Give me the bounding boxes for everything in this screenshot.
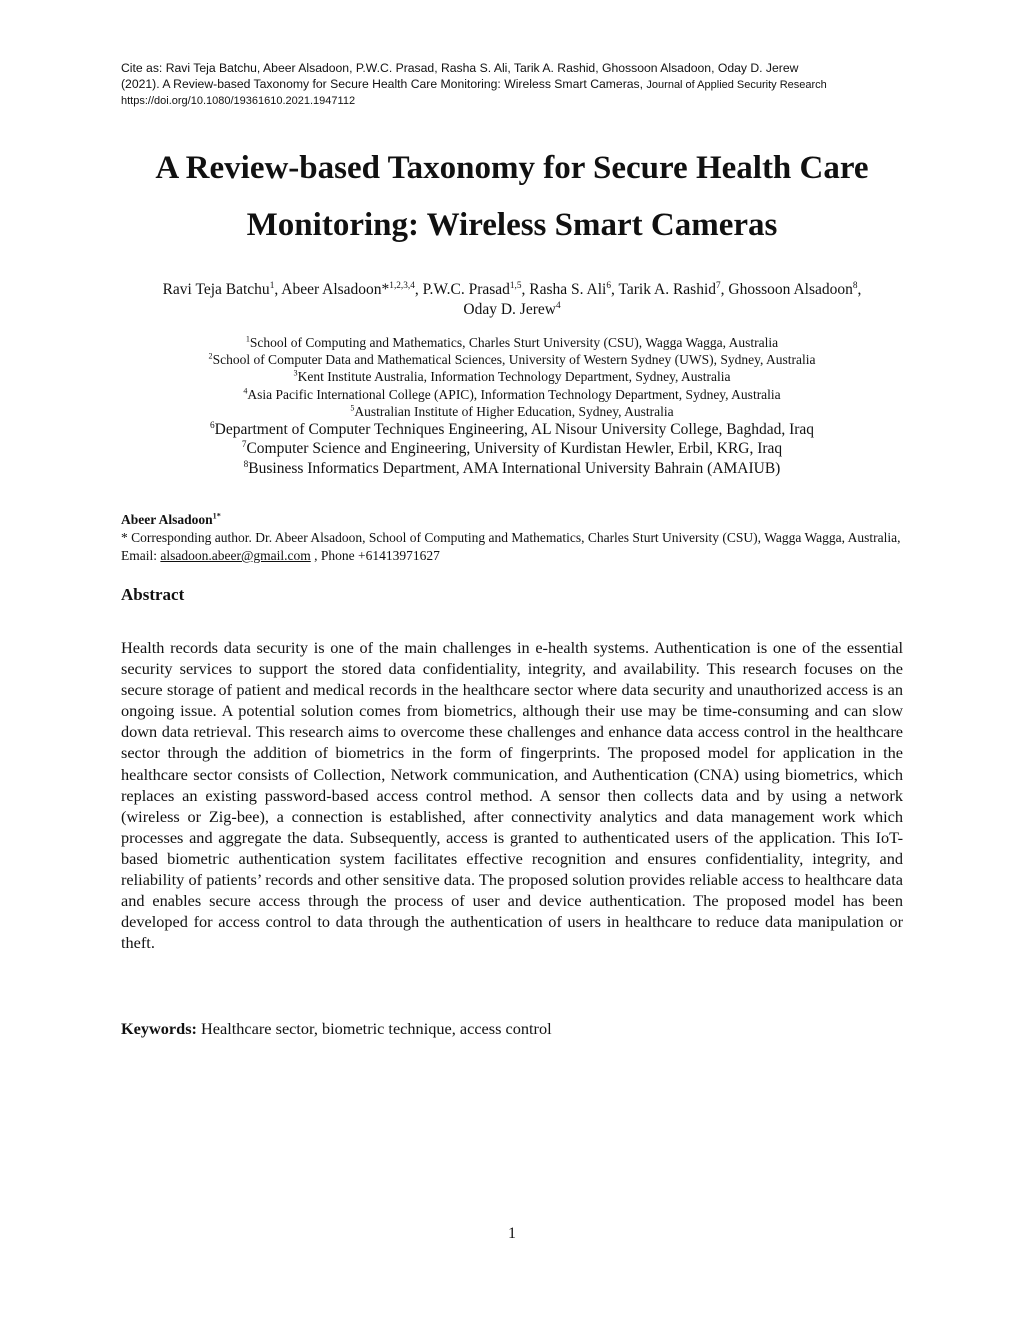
author-separator: , — [720, 281, 729, 298]
author-name: Tarik A. Rashid — [618, 281, 717, 298]
affiliation-item — [100, 368, 924, 385]
affiliation-text: Business Informatics Department, AMA International University Bahrain (AMAIUB) — [248, 459, 781, 477]
corresponding-name-text: Abeer Alsadoon — [121, 512, 213, 527]
keywords-line — [121, 1018, 552, 1039]
author-affil-sup: 1,5 — [509, 280, 522, 291]
author-list — [100, 280, 924, 320]
affiliation-list — [100, 334, 924, 478]
affiliation-number: 7 — [241, 440, 247, 451]
paper-title — [100, 140, 924, 254]
affiliation-item — [100, 403, 924, 420]
title-line-2: Monitoring: Wireless Smart Cameras — [246, 207, 778, 243]
citation-journal: Journal of Applied Security Research — [646, 79, 827, 91]
author — [463, 301, 560, 318]
citation-title: (2021). A Review-based Taxonomy for Secure Health Care Monitoring: Wireless Smart Cameras, — [121, 77, 644, 91]
affiliation-item — [100, 334, 924, 351]
author-affil-sup: 1 — [269, 280, 275, 291]
page-number: 1 — [508, 1225, 516, 1242]
keywords-label: Keywords: — [121, 1019, 197, 1038]
author-affil-sup: 1,2,3,4 — [389, 280, 415, 291]
author — [423, 281, 522, 298]
corresponding-author-text: * Corresponding author. Dr. Abeer Alsadoon, School of Computing and Mathematics, Charles Sturt University (CSU), Wagga Wagga, Australia, Email: — [121, 530, 901, 563]
affiliation-item — [100, 420, 924, 439]
author-name: Rasha S. Ali — [529, 281, 607, 298]
author-affil-sup: 6 — [606, 280, 612, 291]
abstract-body: Health records data security is one of the main challenges in e-health systems. Authentication is one of the essential security services to support the stored data confidentiality, integrity, and availability. This research focuses on the secure storage of patient and medical records in the healthcare sector where data security and unauthorized access is an ongoing issue. A potential solution comes from biometrics, although their use may be time-consuming and can slow down data retrieval. This research aims to overcome these challenges and enhance data access control in the healthcare sector through the addition of biometrics in the form of fingerprints. The proposed model for application in the healthcare sector consists of Collection, Network communication, and Authentication (CNA) using biometrics, which replaces an existing password-based access control method. A sensor then collects data and by using a network (wireless or Zig-bee), a connection is established, after connectivity analytics and data management work which processes and aggregate the data. Subsequently, access is granted to authenticated users of the application. This IoT-based biometric authentication system facilitates effective recognition and ensures confidentiality, integrity, and reliability of patients’ records and other sensitive data. The proposed solution provides reliable access to healthcare data and enables secure access through the process of user and device authentication. The proposed model has been developed for access control to data through the authentication of users in healthcare to reduce data manipulation or theft. — [121, 638, 903, 953]
affiliation-text: Australian Institute of Higher Education, Sydney, Australia — [354, 403, 674, 419]
affiliation-number: 1 — [245, 334, 250, 344]
author — [529, 281, 611, 298]
author-separator: , — [521, 281, 530, 298]
author — [163, 281, 275, 298]
affiliation-text: School of Computer Data and Mathematical Sciences, University of Western Sydney (UWS), Sydney, Australia — [212, 352, 816, 368]
citation-line-1: Cite as: Ravi Teja Batchu, Abeer Alsadoon, P.W.C. Prasad, Rasha S. Ali, Tarik A. Rashid, Ghossoon Alsadoon, Oday D. Jerew — [121, 61, 799, 75]
author-name: P.W.C. Prasad — [422, 281, 510, 298]
author-name: Oday D. Jerew — [463, 301, 556, 318]
affiliation-number: 6 — [209, 420, 215, 431]
title-line-1: A Review-based Taxonomy for Secure Health Care — [155, 150, 869, 186]
author-separator: , — [414, 281, 423, 298]
author-affil-sup: 8 — [852, 280, 858, 291]
affiliation-text: School of Computing and Mathematics, Charles Sturt University (CSU), Wagga Wagga, Australia — [249, 335, 779, 350]
affiliation-item — [100, 459, 924, 478]
affiliation-text: Asia Pacific International College (APIC), Information Technology Department, Sydney, Australia — [247, 386, 781, 402]
author-separator: , — [274, 281, 282, 298]
affiliation-item — [100, 439, 924, 458]
affiliation-number: 2 — [208, 351, 213, 361]
author — [619, 281, 721, 298]
author-name: Ghossoon Alsadoon — [728, 281, 853, 298]
author-name: Abeer Alsadoon* — [281, 281, 390, 298]
author-affil-sup: 7 — [716, 280, 721, 291]
author-separator: , — [611, 281, 619, 298]
corresponding-sup: 1* — [212, 511, 221, 521]
keywords-text: Healthcare sector, biometric technique, access control — [196, 1019, 552, 1038]
corresponding-author-name — [121, 511, 903, 529]
affiliation-text: Department of Computer Techniques Engineering, AL Nisour University College, Baghdad, Iraq — [214, 421, 815, 439]
author-separator: , — [857, 281, 862, 298]
author — [281, 281, 415, 298]
citation-doi-link[interactable]: https://doi.org/10.1080/19361610.2021.1947112 — [121, 95, 356, 107]
affiliation-item — [100, 351, 924, 368]
author — [728, 281, 857, 298]
affiliation-number: 4 — [243, 386, 248, 396]
affiliation-text: Kent Institute Australia, Information Technology Department, Sydney, Australia — [297, 369, 731, 385]
corresponding-author-block — [121, 511, 903, 565]
citation-block — [121, 60, 921, 109]
author-affil-sup: 4 — [555, 300, 561, 311]
affiliation-text: Computer Science and Engineering, University of Kurdistan Hewler, Erbil, KRG, Iraq — [246, 440, 783, 458]
author-name: Ravi Teja Batchu — [162, 281, 270, 298]
affiliation-number: 5 — [350, 403, 355, 413]
phone-text: , Phone +61413971627 — [310, 548, 440, 563]
abstract-heading: Abstract — [121, 585, 185, 604]
affiliation-number: 8 — [243, 459, 249, 470]
email-link[interactable]: alsadoon.abeer@gmail.com — [160, 548, 311, 563]
citation-line-2 — [121, 76, 921, 93]
affiliation-number: 3 — [293, 368, 298, 378]
affiliation-item — [100, 386, 924, 403]
